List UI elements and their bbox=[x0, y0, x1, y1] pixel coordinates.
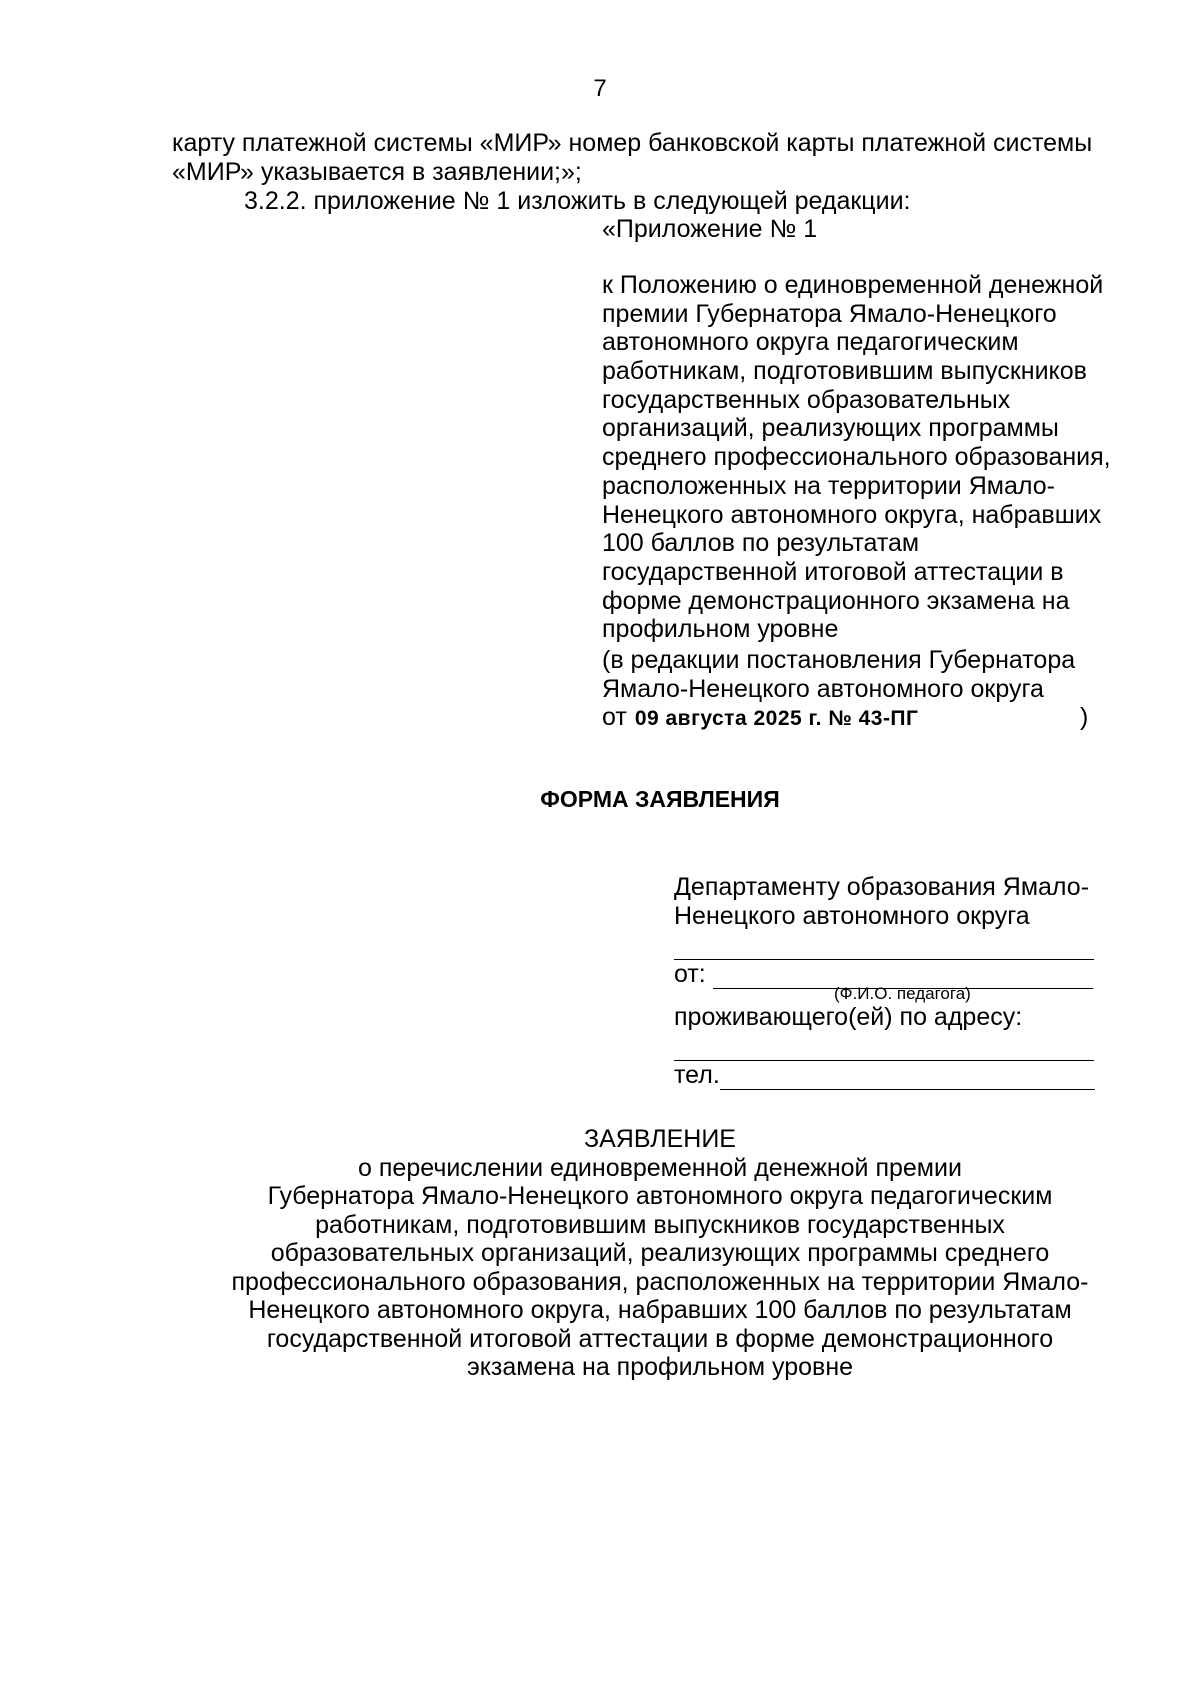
appendix-title: «Приложение № 1 bbox=[602, 215, 818, 243]
body-line-3: 3.2.2. приложение № 1 изложить в следующей редакции: bbox=[244, 187, 911, 215]
statement-title: ЗАЯВЛЕНИЕ bbox=[583, 1125, 736, 1153]
statement-line: работникам, подготовившим выпускников государственных bbox=[315, 1210, 1005, 1239]
form-title: ФОРМА ЗАЯВЛЕНИЯ bbox=[540, 786, 780, 812]
amendment-line-2: Ямало-Ненецкого автономного округа bbox=[602, 674, 1044, 703]
page-number: 7 bbox=[593, 75, 607, 102]
amendment-note bbox=[602, 646, 1089, 732]
addressee-block bbox=[674, 873, 1095, 1090]
residing-label: проживающего(ей) по адресу: bbox=[674, 1003, 1023, 1031]
closing-parenthesis: ) bbox=[1080, 703, 1089, 732]
from-label: от: bbox=[674, 960, 706, 988]
appendix-line: среднего профессионального образования, bbox=[602, 443, 1111, 472]
statement-line: о перечислении единовременной денежной премии bbox=[358, 1153, 962, 1182]
appendix-line: профильном уровне bbox=[602, 615, 839, 644]
addressee-blank-line bbox=[674, 931, 1095, 960]
from-line bbox=[674, 960, 1095, 988]
phone-blank bbox=[720, 1067, 1095, 1090]
phone-label: тел. bbox=[674, 1061, 720, 1089]
statement-block bbox=[0, 1125, 1200, 1382]
body-line-2: «МИР» указывается в заявлении;»; bbox=[172, 158, 582, 186]
statement-line: образовательных организаций, реализующих программы среднего bbox=[270, 1239, 1050, 1267]
amendment-line-1: (в редакции постановления Губернатора bbox=[602, 646, 1076, 674]
statement-line: экзамена на профильном уровне bbox=[466, 1353, 854, 1381]
amendment-date-line bbox=[602, 703, 1089, 732]
appendix-line: 100 баллов по результатам bbox=[602, 529, 920, 558]
statement-line: государственной итоговой аттестации в форме демонстрационного bbox=[266, 1324, 1054, 1353]
statement-line: профессионального образования, расположенных на территории Ямало- bbox=[231, 1267, 1089, 1296]
addressee-line-1: Департаменту образования Ямало- bbox=[674, 873, 1090, 901]
amendment-date: 09 августа 2025 г. № 43-ПГ bbox=[634, 707, 919, 731]
blank-rule bbox=[674, 937, 1094, 960]
body-text bbox=[172, 129, 1092, 216]
appendix-line: работникам, подготовившим выпускников bbox=[602, 357, 1087, 386]
appendix-line: премии Губернатора Ямало-Ненецкого bbox=[602, 299, 1057, 328]
addressee-line-2: Ненецкого автономного округа bbox=[674, 902, 1030, 930]
fio-caption: (Ф.И.О. педагога) bbox=[834, 984, 971, 1003]
address-blank-line bbox=[674, 1032, 1095, 1061]
appendix-line: расположенных на территории Ямало- bbox=[602, 471, 1055, 500]
appendix-line: автономного округа педагогическим bbox=[602, 328, 1019, 357]
phone-line bbox=[674, 1061, 1095, 1090]
body-line-1: карту платежной системы «МИР» номер банковской карты платежной системы bbox=[172, 129, 1093, 157]
appendix-line: государственных образовательных bbox=[602, 385, 1011, 414]
blank-rule bbox=[674, 1038, 1094, 1061]
statement-line: Губернатора Ямало-Ненецкого автономного округа педагогическим bbox=[267, 1182, 1053, 1210]
date-prefix: от bbox=[602, 703, 627, 732]
statement-line: Ненецкого автономного округа, набравших 100 баллов по результатам bbox=[248, 1296, 1072, 1324]
appendix-line: государственной итоговой аттестации в bbox=[602, 557, 1064, 586]
appendix-line: организаций, реализующих программы bbox=[602, 414, 1059, 443]
appendix-line: Ненецкого автономного округа, набравших bbox=[602, 500, 1102, 529]
appendix-line: форме демонстрационного экзамена на bbox=[602, 586, 1070, 615]
appendix-reference-block bbox=[602, 271, 1111, 644]
appendix-line: к Положению о единовременной денежной bbox=[602, 271, 1104, 299]
